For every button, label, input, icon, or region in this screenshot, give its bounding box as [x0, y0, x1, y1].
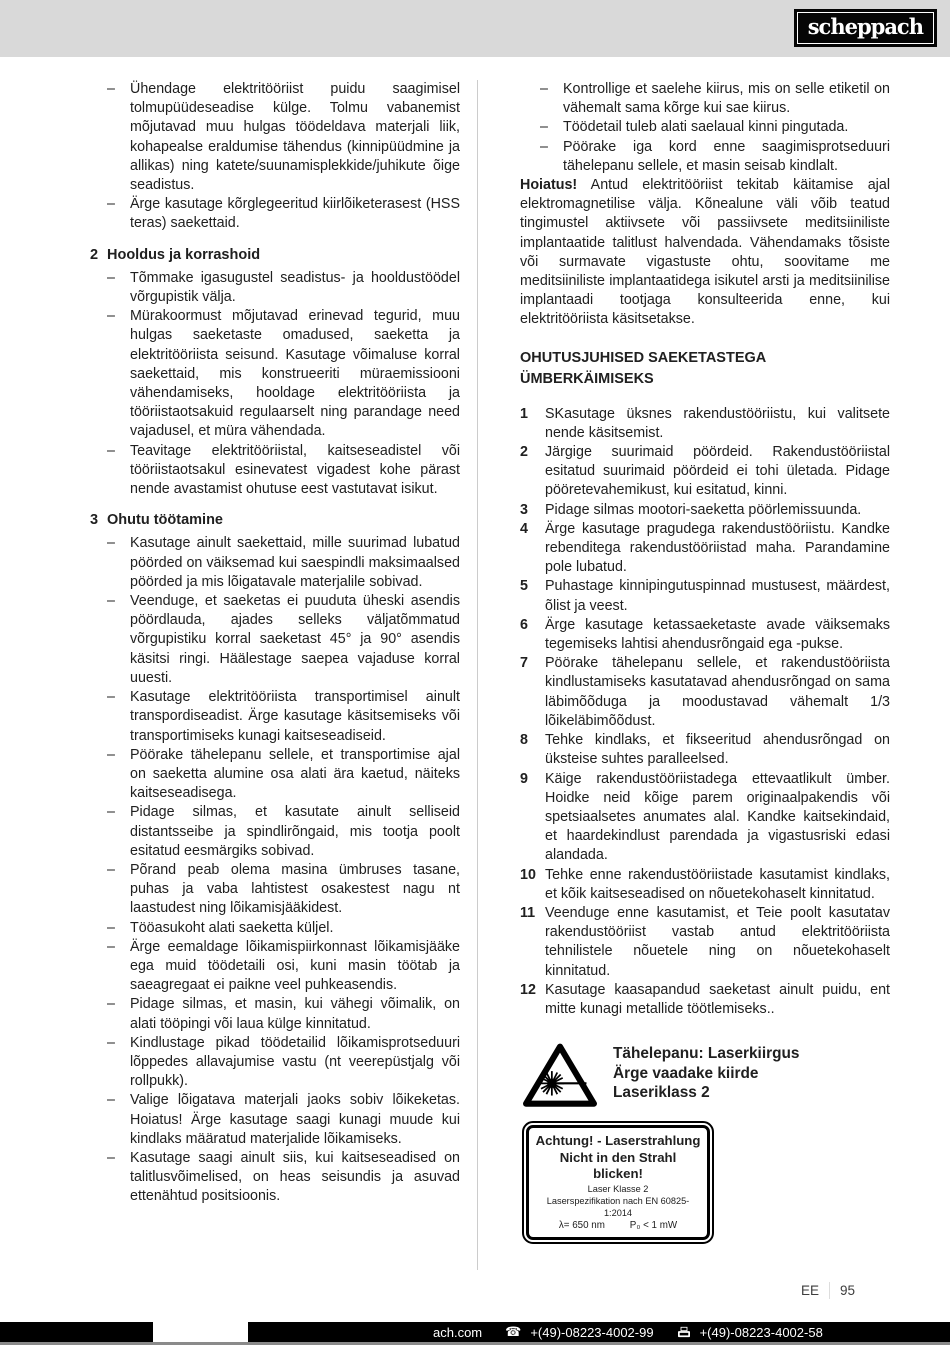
list-item: [107, 80, 460, 195]
item-text: Kasutage kaasapandud saeketast ainult puidu, ent mitte kunagi metallide töötlemiseks..: [545, 981, 890, 1017]
list-item: [107, 592, 460, 688]
fax-number: +(49)-08223-4002-58: [699, 1324, 823, 1340]
list-item: [107, 861, 460, 919]
laser-label-class: Laser Klasse 2: [587, 1183, 649, 1194]
warning-paragraph: [520, 176, 890, 330]
bullet-dash: –: [540, 138, 548, 155]
laser-warning-triangle-icon: [522, 1041, 598, 1108]
bullet-dash: –: [107, 861, 115, 878]
laser-label-title-2: Nicht in den Strahl blicken!: [559, 1149, 677, 1182]
numbered-item: [520, 520, 890, 578]
item-text: Tehke kindlaks, et fikseeritud ahendusrõngad on üksteise suhtes paralleelsed.: [545, 732, 890, 768]
list-item-text: Ühendage elektritööriist puidu saagimisel tolmupüüdeseadise külge. Tolmu vabanemist mõjutavad muu hulgas töödeldava materjali liik, kohapealse eraldumise tähendus (kinnipüüdmine ja allikas) ning katete/suunamisplekkide/juhikute õige seadistus.: [130, 81, 460, 194]
item-number: 2: [520, 444, 528, 461]
bullet-dash: –: [107, 804, 115, 821]
laser-wavelength: λ= 650 nm: [558, 1220, 605, 1232]
bullet-dash: –: [540, 119, 548, 136]
logo-text: scheppach: [807, 14, 923, 39]
list-item-text: Kasutage ainult saekettaid, mille suurimad lubatud pöörded on väiksemad kui saespindli maksimaalsed pöörded ja mis lõigatavale materjalile sobivad.: [130, 535, 460, 590]
list-item-text: Tõmmake igasugustel seadistus- ja hooldustöödel võrgupistik välja.: [130, 269, 460, 306]
bullet-list-right: [540, 80, 890, 176]
bullet-dash: –: [107, 1092, 115, 1109]
laser-warning-line: Tähelepanu: Laserkiirgus: [613, 1045, 800, 1063]
item-number: 1: [520, 405, 528, 422]
list-item-text: Pidage silmas, et masin, kui vähegi võimalik, on alati tööpingi või laua külge kinnitatud.: [130, 996, 460, 1032]
warning-lead: Hoiatus!: [520, 177, 578, 194]
list-item: [107, 269, 460, 307]
bullet-dash: –: [107, 996, 115, 1013]
numbered-item: [520, 405, 890, 443]
numbered-item: [520, 616, 890, 654]
section-number: 3: [90, 512, 99, 529]
laser-power: P₀ < 1 mW: [629, 1220, 678, 1232]
numbered-list: [520, 405, 890, 1020]
list-item: [107, 534, 460, 592]
list-item-text: Pidage silmas, et kasutate ainult selliseid distantsseibe ja spindlirõngaid, mis tootja poolt esitatud eesmärgiks sobivad.: [130, 804, 460, 859]
item-number: 5: [520, 578, 528, 595]
item-text: Ärge kasutage pragudega rakendustööriistu. Kandke rebenditega rakendustööriistad maha. Parandamine pole lubatud.: [545, 520, 890, 576]
list-item-text: Veenduge, et saeketas ei puuduta üheski asendis pöördlauda, ajades selleks väljatõmmatud võrgupistiku korral saeketast 45° ja 90° asendis käsitsi ringi. Häälestage saepea vajaduse korral uuesti.: [130, 593, 460, 686]
numbered-item: [520, 904, 890, 981]
list-item-text: Tööasukoht alati saeketta küljel.: [130, 919, 334, 936]
page-number: [801, 1281, 855, 1299]
page-number-value: 95: [839, 1282, 855, 1298]
list-item: [107, 1149, 460, 1207]
list-item-text: Pöörake tähelepanu sellele, et transportimise ajal on saeketta alumine osa alati ära kaetud, näiteks kaitseseadisega.: [130, 746, 460, 802]
item-number: 11: [520, 904, 536, 921]
list-item-text: Pöörake iga kord enne saagimisprotseduuri tähelepanu sellele, et masin seisab kindlalt.: [563, 138, 890, 174]
list-item-text: Põrand peab olema masina ümbruses tasane, puhas ja vaba lahtistest osakestest nagu nt laastudest ning lõikamisjääkidest.: [130, 861, 460, 917]
item-text: Pidage silmas mootori-saeketta pöörlemissuunda.: [545, 501, 862, 518]
scheppach-logo: [794, 9, 937, 47]
section-number: 2: [90, 246, 99, 263]
list-item-text: Kontrollige et saelehe kiirus, mis on selle etiketil on vähemalt sama kõrge kui sae kiirus.: [563, 81, 890, 117]
item-text: Puhastage kinnipingutuspinnad mustusest, määrdest, õlist ja veest.: [545, 578, 890, 614]
item-number: 9: [520, 770, 528, 787]
list-item: [107, 1091, 460, 1149]
item-number: 3: [520, 501, 528, 518]
bullet-dash: –: [107, 1149, 115, 1166]
item-text: Käige rakendustööriistadega ettevaatlikult ümber. Hoidke neid kõige parem originaalpakendis või spetsiaalsetes anumates alal. Kandke kaitsekindaid, et haardekindlust parendada ja vigastusriski edasi alandada.: [545, 770, 890, 864]
list-item: [107, 688, 460, 746]
logo-frame: [797, 12, 934, 44]
numbered-item: [520, 654, 890, 731]
bullet-dash: –: [107, 593, 115, 610]
item-number: 10: [520, 866, 536, 883]
item-number: 12: [520, 981, 536, 998]
section-title: Ohutu töötamine: [107, 512, 223, 529]
right-column: [520, 80, 890, 1244]
section-heading-safe-work: [90, 511, 460, 530]
list-item: [540, 138, 890, 176]
laser-label-box: [522, 1121, 714, 1244]
footer-contact: [433, 1322, 823, 1342]
laser-label-spec: Laserspezifikation nach EN 60825-1:2014: [546, 1196, 690, 1218]
item-number: 7: [520, 655, 528, 672]
section-heading-maintenance: [90, 246, 460, 265]
numbered-item: [520, 731, 890, 769]
bullet-list-intro: [107, 80, 460, 234]
bullet-dash: –: [107, 919, 115, 936]
phone-number: +(49)-08223-4002-99: [530, 1324, 654, 1340]
bullet-list-safe-work: [107, 534, 460, 1206]
laser-warning-text: [613, 1041, 799, 1103]
bullet-dash: –: [107, 938, 115, 955]
list-item: [540, 118, 890, 137]
laser-warning-line: Laseriklass 2: [613, 1084, 710, 1102]
bullet-dash: –: [107, 196, 115, 213]
warning-text: Antud elektritööriist tekitab käitamise ajal elektromagnetilise välja. Kõnealune väli võib teatud tingimustel aktiivsete või passiivsete meditsiiniliste implantaatide talitlust halvendada. Vähendamaks tõsiste või surmavate vigastuste ohtu, soovitame me meditsiiniliste implantaatidega isikutel arsti ja meditsiinilise implantaadi tootjaga konsulteerida enne, kui elektritööriista käsitsetakse.: [520, 177, 890, 328]
numbered-item: [520, 443, 890, 501]
item-text: Veenduge enne kasutamist, et Teie poolt kasutatav rakendustööriist vastab antud elektritööriista tehnilistele nõuetele ning on nõuetekohaselt kinnitatud.: [545, 904, 890, 979]
numbered-item: [520, 981, 890, 1019]
phone-icon: ☎: [505, 1324, 522, 1340]
numbered-item: [520, 866, 890, 904]
list-item: [107, 307, 460, 441]
item-number: 6: [520, 616, 528, 633]
bullet-dash: –: [107, 81, 115, 97]
page-number-divider: [829, 1282, 830, 1299]
site-text: ach.com: [433, 1324, 483, 1340]
list-item: [107, 919, 460, 938]
item-text: SKasutage üksnes rakendustööriistu, kui valitsete nende käsitsemist.: [545, 405, 890, 441]
bullet-dash: –: [107, 689, 115, 706]
laser-label-frame: [526, 1125, 710, 1240]
safety-notes-heading: OHUTUSJUHISED SAEKETASTEGA ÜMBERKÄIMISEKS: [520, 349, 766, 387]
list-item-text: Kasutage saagi ainult siis, kui kaitseseadised on talitlusvõimelised, on heas seisundis ja asuvad ettenähtud positsioonis.: [130, 1149, 460, 1205]
list-item: [107, 995, 460, 1033]
section-title: Hooldus ja korrashoid: [107, 246, 261, 263]
laser-label-values: [534, 1220, 702, 1232]
list-item-text: Töödetail tuleb alati saelaual kinni pingutada.: [563, 119, 849, 136]
numbered-item: [520, 501, 890, 520]
list-item: [107, 195, 460, 233]
bullet-dash: –: [107, 442, 115, 459]
item-text: Ärge kasutage ketassaeketaste avade väiksemaks tegemiseks lahtisi ahendusrõngaid ega -pukse.: [545, 616, 890, 653]
fax-icon: [677, 1326, 691, 1338]
laser-warning-block: [522, 1041, 890, 1108]
item-text: Tehke enne rakendustööriistade kasutamist kindlaks, et kõik kaitseseadised on nõuetekohaselt kinnitatud.: [545, 866, 890, 902]
bullet-list-maintenance: [107, 269, 460, 499]
laser-label-title-1: Achtung! - Laserstrahlung: [535, 1133, 701, 1149]
list-item: [107, 442, 460, 500]
list-item-text: Teavitage elektritööriistal, kaitseseadistel või tööriistaotsakul esinevatest vigadest kohe pärast nende avastamist ohutuse eest vastutavat isikut.: [130, 442, 460, 498]
item-text: Järgige suurimaid pöördeid. Rakendustööriistal esitatud suurimaid pöördeid ei tohi ületada. Pidage pööretevahemikust, kui esitatud, kinni.: [545, 444, 890, 499]
list-item-text: Ärge kasutage kõrglegeeritud kiirlõiketerasest (HSS teras) saekettaid.: [130, 196, 460, 232]
numbered-item: [520, 577, 890, 615]
bullet-dash: –: [107, 269, 115, 286]
numbered-item: [520, 770, 890, 866]
list-item: [107, 803, 460, 861]
item-text: Pöörake tähelepanu sellele, et rakendustööriista kindlustamiseks kasutatavad ahendusrõngad on sama läbimõõduga ja moodustavad vähemalt 1/3 lõikeläbimõõdust.: [545, 655, 890, 729]
footer-bar: [0, 1322, 950, 1342]
list-item-text: Valige lõigatava materjali jaoks sobiv lõikeketas. Hoiatus! Ärge kasutage saagi kunagi muude kui kindlaks määratud materjalide lõikamiseks.: [130, 1092, 460, 1147]
bullet-dash: –: [107, 746, 115, 763]
bullet-dash: –: [107, 1034, 115, 1051]
list-item: [107, 746, 460, 804]
language-code: EE: [800, 1282, 819, 1298]
list-item-text: Kindlustage pikad töödetailid lõikamisprotseduuri lõppedes allavajumise vastu (nt veerepüstjalg või rollpukk).: [130, 1034, 460, 1090]
item-number: 8: [520, 732, 528, 749]
bullet-dash: –: [540, 81, 548, 97]
item-number: 4: [520, 520, 528, 537]
bullet-dash: –: [107, 535, 115, 552]
list-item-text: Ärge eemaldage lõikamispiirkonnast lõikamisjääke ega muid töödetaili osi, kuni masin töötab ja saeagregaat ei paikne veel puhkeasendis.: [130, 938, 460, 994]
list-item-text: Mürakoormust mõjutavad erinevad tegurid, muu hulgas saeketaste omadused, saeketta ja elektritööriista seisund. Kasutage võimaluse korral saekettaid, mis konstrueeriti müraemissiooni vähendamiseks, hooldage elektritööriista ja tööriistaotsakuid regulaarselt ning parandage need vajadusel, et müra vähendada.: [130, 308, 460, 440]
list-item-text: Kasutage elektritööriista transportimisel ainult transpordiseadist. Ärge kasutage käsitsemiseks või transportimiseks kunagi kaitseseadiseid.: [130, 689, 460, 744]
footer-bar-gap: [153, 1322, 248, 1342]
laser-warning-line: Ärge vaadake kiirde: [613, 1064, 759, 1082]
column-divider: [477, 80, 478, 1270]
list-item: [540, 80, 890, 118]
list-item: [107, 1034, 460, 1092]
bullet-dash: –: [107, 308, 115, 325]
list-item: [107, 938, 460, 996]
header-bar: [0, 0, 950, 57]
left-column: [90, 80, 460, 1207]
